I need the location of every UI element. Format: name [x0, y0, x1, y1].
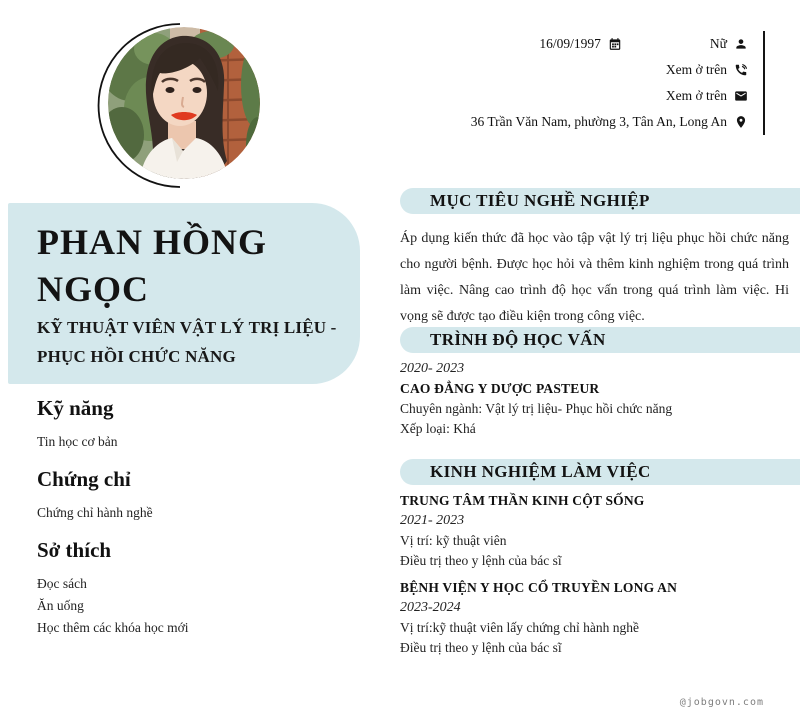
- skill-item: Tin học cơ bản: [37, 434, 118, 449]
- education-heading: TRÌNH ĐỘ HỌC VẤN: [400, 327, 800, 353]
- location-pin-icon: [734, 115, 748, 129]
- hobbies-section: [37, 538, 367, 635]
- profile-photo-area: [96, 21, 268, 191]
- candidate-name-line2: NGỌC: [37, 269, 149, 309]
- job-company: TRUNG TÂM THẦN KINH CỘT SỐNG: [400, 493, 645, 508]
- gender-value: Nữ: [709, 36, 727, 51]
- contact-row-email: [335, 83, 763, 109]
- contact-row-dob-gender: [335, 31, 763, 57]
- candidate-title-line2: PHỤC HỒI CHỨC NĂNG: [37, 347, 236, 366]
- job-company: BỆNH VIỆN Y HỌC CỔ TRUYỀN LONG AN: [400, 580, 678, 595]
- certificate-item: Chứng chỉ hành nghề: [37, 505, 153, 520]
- candidate-title: [37, 313, 348, 371]
- certificates-heading: Chứng chỉ: [37, 467, 131, 491]
- envelope-icon: [734, 89, 748, 103]
- email-value: Xem ở trên: [665, 88, 727, 103]
- address-value: 36 Trần Văn Nam, phường 3, Tân An, Long An: [470, 114, 727, 129]
- hobbies-heading: Sở thích: [37, 538, 112, 562]
- candidate-title-line1: KỸ THUẬT VIÊN VẬT LÝ TRỊ LIỆU -: [37, 318, 337, 337]
- education-section: [400, 327, 800, 442]
- education-period: 2020- 2023: [400, 361, 465, 376]
- job-position: Vị trí:kỹ thuật viên lấy chứng chỉ hành nghề: [400, 620, 640, 635]
- contact-row-address: [335, 109, 763, 135]
- job-period: 2021- 2023: [400, 513, 465, 528]
- experience-section: [400, 459, 800, 661]
- portrait-illustration: [108, 27, 260, 179]
- certificates-section: [37, 467, 367, 520]
- hobby-item: Học thêm các khóa học mới: [37, 620, 189, 635]
- contact-block: [335, 31, 765, 135]
- education-grade: Xếp loại: Khá: [400, 421, 476, 436]
- name-banner: [8, 203, 360, 384]
- contact-row-phone: [335, 57, 763, 83]
- objective-body: Áp dụng kiến thức đã học vào tập vật lý trị liệu phục hồi chức năng cho người bệnh. Được học hỏi và thêm kinh nghiệm trong quá trình làm việc. Nâng cao trình độ học vấn trong quá trình làm việc. Hi vọng sẽ được tạo điều kiện trong công việc.: [400, 231, 789, 324]
- watermark: @jobgovn.com: [679, 697, 764, 708]
- dob-value: 16/09/1997: [539, 36, 601, 51]
- phone-icon: [734, 63, 748, 77]
- skills-section: [37, 396, 367, 449]
- objective-heading: MỤC TIÊU NGHỀ NGHIỆP: [400, 188, 800, 214]
- job-period: 2023-2024: [400, 600, 461, 615]
- phone-value: Xem ở trên: [665, 62, 727, 77]
- calendar-icon: [608, 37, 622, 51]
- candidate-name-line1: PHAN HỒNG: [37, 222, 267, 262]
- hobby-item: Đọc sách: [37, 576, 87, 591]
- profile-photo: [108, 27, 260, 179]
- job-duty: Điều trị theo y lệnh của bác sĩ: [400, 640, 562, 655]
- objective-section: [400, 188, 800, 330]
- education-major: Chuyên ngành: Vật lý trị liệu- Phục hồi chức năng: [400, 401, 673, 416]
- experience-entry: [400, 494, 792, 568]
- hobby-item: Ăn uống: [37, 598, 84, 613]
- job-position: Vị trí: kỹ thuật viên: [400, 533, 507, 548]
- skills-heading: Kỹ năng: [37, 396, 114, 420]
- experience-entry: [400, 581, 792, 655]
- sidebar: [37, 396, 367, 653]
- job-duty: Điều trị theo y lệnh của bác sĩ: [400, 553, 562, 568]
- education-school: CAO ĐẲNG Y DƯỢC PASTEUR: [400, 381, 600, 396]
- experience-heading: KINH NGHIỆM LÀM VIỆC: [400, 459, 800, 485]
- person-icon: [734, 37, 748, 51]
